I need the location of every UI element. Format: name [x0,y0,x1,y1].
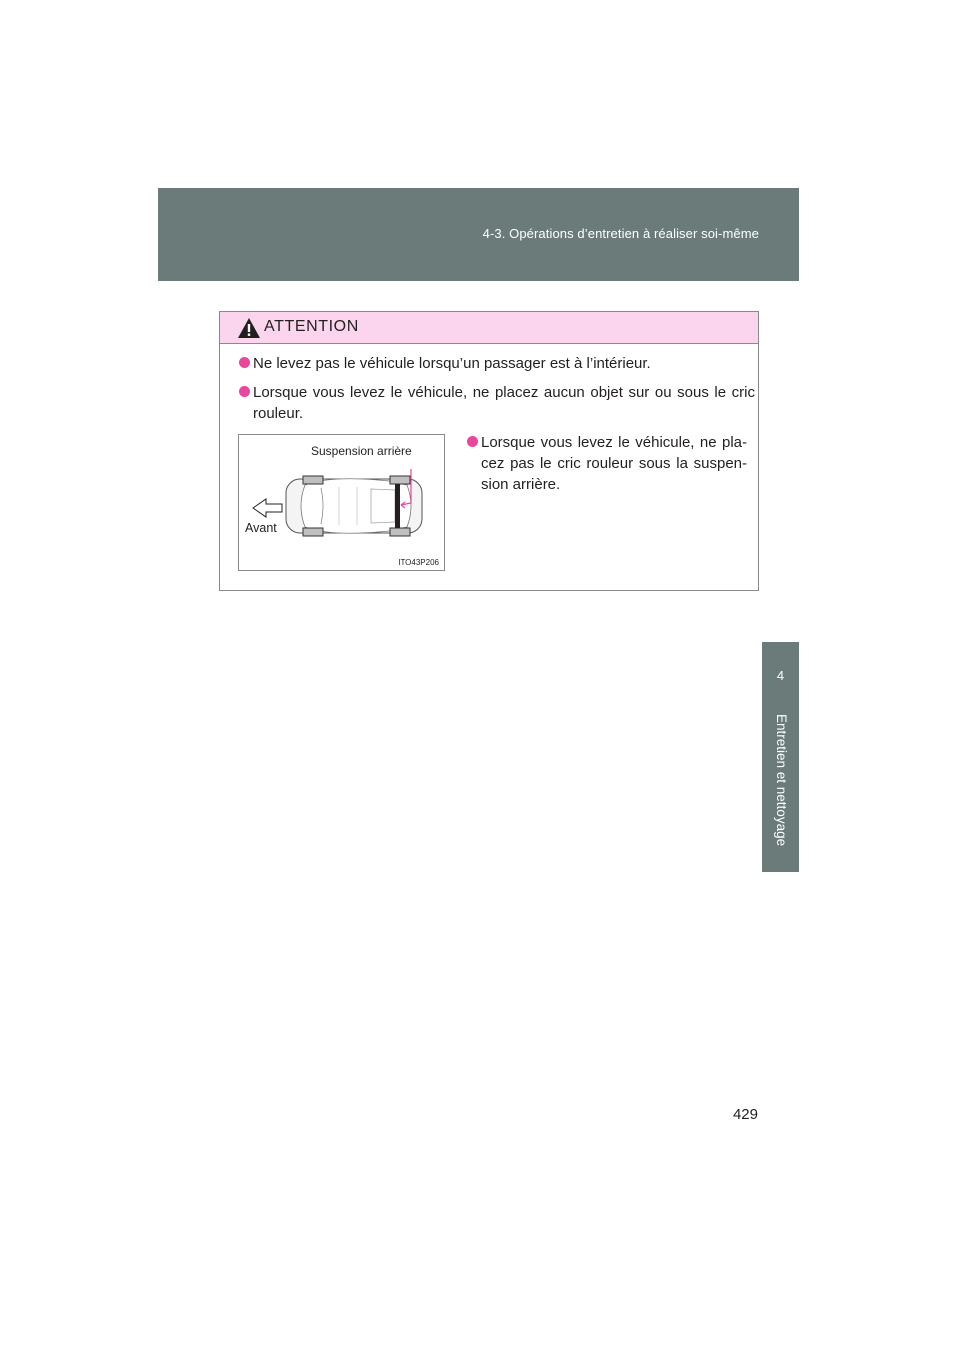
chapter-label: Entretien et nettoyage [774,714,789,847]
rear-suspension-label: Suspension arrière [311,444,412,458]
warning-icon [237,317,261,339]
page-number: 429 [732,1106,758,1123]
chapter-side-tab [762,642,799,872]
bullet-dot-icon [239,386,250,397]
caution-bullet-3 [467,432,747,495]
bullet-text: Lorsque vous levez le véhicule, ne pla- cez pas le cric rouleur sous la suspen- sion arrière. [481,434,747,493]
caution-title: ATTENTION [264,318,359,335]
chapter-number: 4 [776,668,785,683]
front-label: Avant [245,521,277,535]
bullet-text: Ne levez pas le véhicule lorsqu’un passager est à l’intérieur. [253,355,651,372]
figure-code: ITO43P206 [398,558,439,567]
bullet-dot-icon [239,357,250,368]
section-title: 4-3. Opérations d’entretien à réaliser soi-même [482,226,759,241]
caution-bullet-2 [239,382,755,424]
caution-bullet-1 [239,353,759,374]
bullet-text: Lorsque vous levez le véhicule, ne placez aucun objet sur ou sous le cric rouleur. [253,384,755,422]
caution-box [219,311,759,591]
caution-header [220,312,758,344]
bullet-dot-icon [467,436,478,447]
header-band [158,188,799,281]
vehicle-jack-figure [238,434,445,571]
